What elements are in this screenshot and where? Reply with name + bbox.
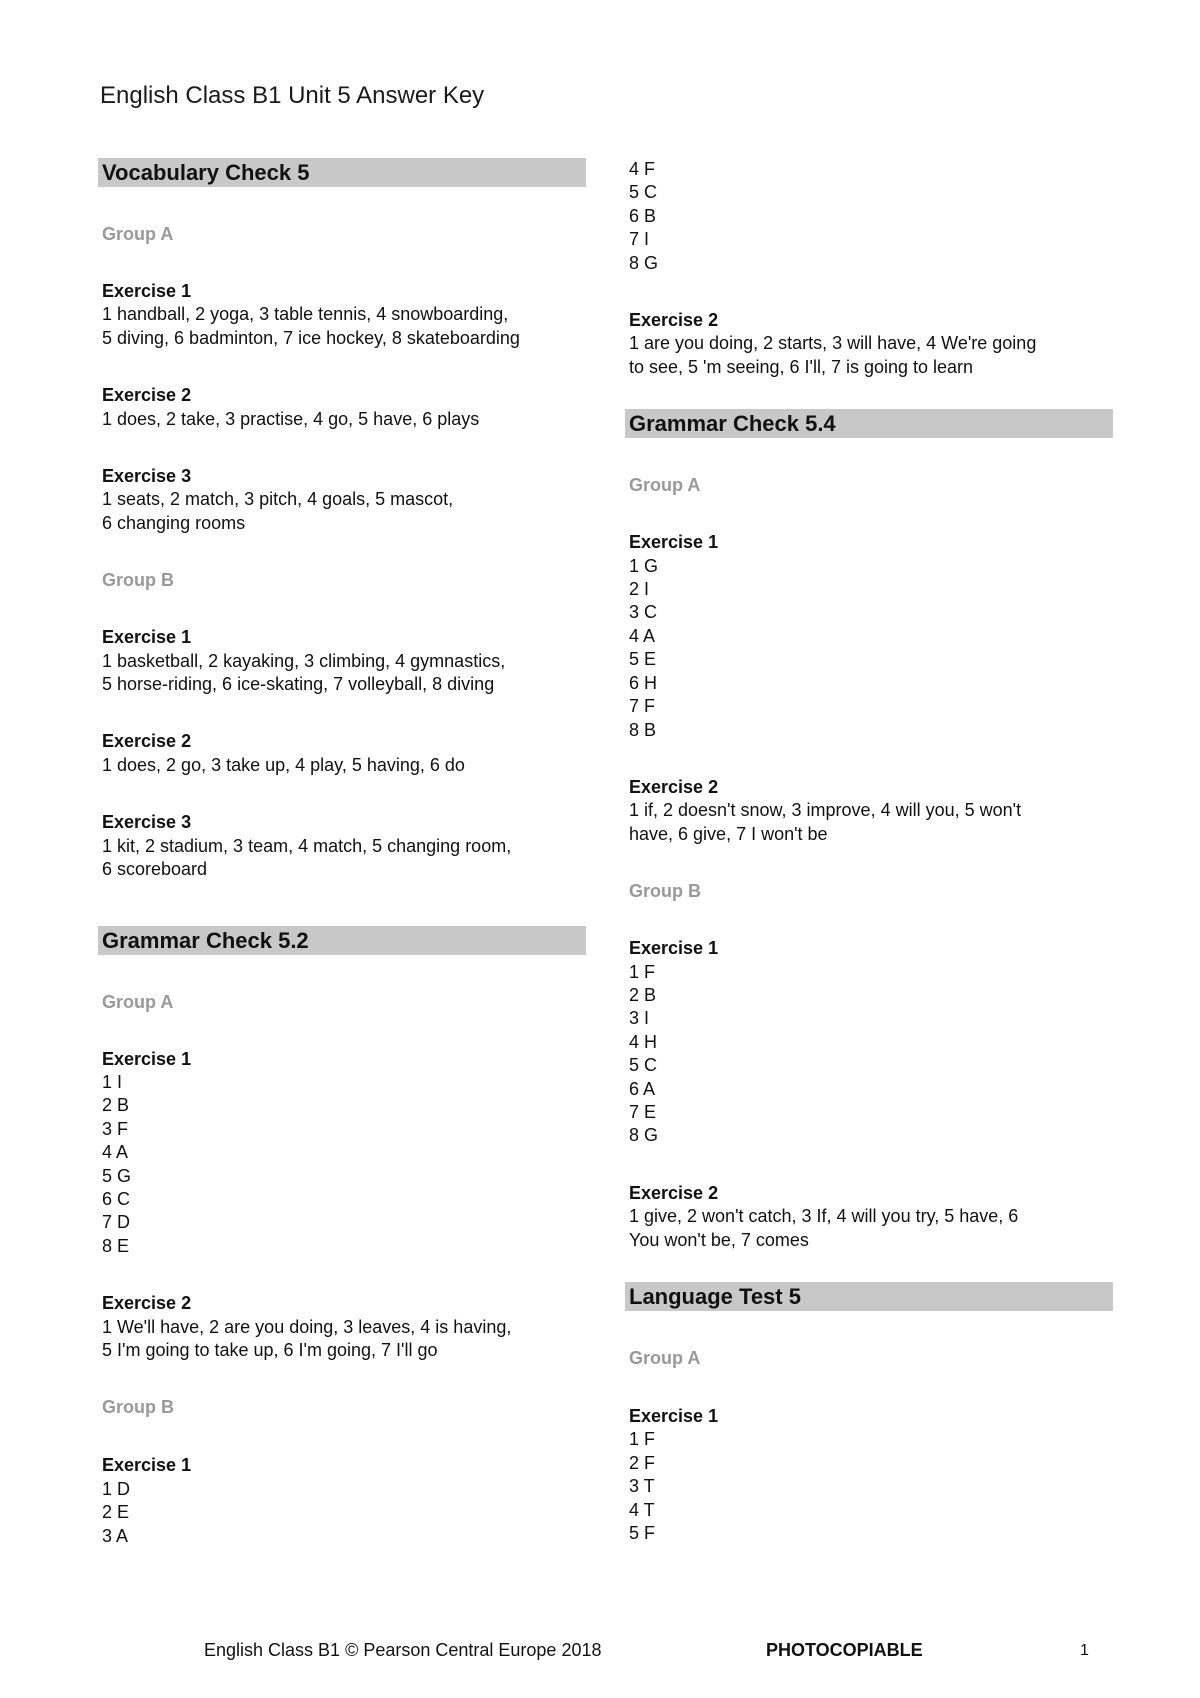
section-heading: Vocabulary Check 5 <box>98 158 586 187</box>
answer-line: 3 T <box>629 1476 655 1497</box>
answer-line: 2 B <box>102 1095 130 1116</box>
answer-line: 1 F <box>629 961 656 982</box>
answer-line: 1 basketball, 2 kayaking, 3 climbing, 4 gymnastics, <box>102 650 506 671</box>
exercise-title: Exercise 1 <box>102 1048 192 1069</box>
answer-line: 7 E <box>629 1101 657 1122</box>
exercise-block <box>625 776 1113 846</box>
answer-lines <box>625 1428 1113 1545</box>
answer-line: 5 C <box>629 1055 658 1076</box>
exercise-block <box>98 1292 586 1362</box>
answer-line: 4 F <box>629 159 656 179</box>
exercise-block <box>98 384 586 431</box>
exercise-title: Exercise 2 <box>629 776 719 797</box>
group-label: Group B <box>629 881 701 902</box>
answer-line: 8 B <box>629 719 657 740</box>
section-heading: Grammar Check 5.4 <box>625 409 1113 438</box>
exercise-title: Exercise 3 <box>102 466 192 487</box>
footer-photocopiable: PHOTOCOPIABLE <box>766 1640 923 1660</box>
answer-line: 1 are you doing, 2 starts, 3 will have, 4 We're going <box>629 333 1037 354</box>
answer-line: have, 6 give, 7 I won't be <box>629 823 828 844</box>
exercise-title: Exercise 2 <box>102 1293 192 1314</box>
exercise-title: Exercise 1 <box>629 532 719 553</box>
answer-lines <box>98 303 586 350</box>
answer-line: to see, 5 'm seeing, 6 I'll, 7 is going to learn <box>629 356 974 377</box>
exercise-block <box>625 937 1113 1148</box>
answer-lines <box>625 555 1113 742</box>
answer-line: 1 I <box>102 1071 123 1092</box>
answer-line: 4 T <box>629 1499 655 1520</box>
answer-line: 1 D <box>102 1478 131 1499</box>
answer-line: 4 A <box>102 1142 129 1163</box>
answer-lines <box>98 650 586 697</box>
answer-line: 1 seats, 2 match, 3 pitch, 4 goals, 5 mascot, <box>102 489 454 510</box>
exercise-title: Exercise 2 <box>629 1182 719 1203</box>
group-label: Group A <box>629 1348 701 1368</box>
answer-line: 6 B <box>629 205 657 226</box>
answer-line: 1 does, 2 take, 3 practise, 4 go, 5 have, 6 plays <box>102 408 480 429</box>
answer-line: 1 if, 2 doesn't snow, 3 improve, 4 will you, 5 won't <box>629 800 1022 821</box>
answer-line: 7 I <box>629 229 650 250</box>
exercise-block <box>98 811 586 881</box>
answer-line: 6 H <box>629 672 658 693</box>
answer-line: 2 I <box>629 579 650 600</box>
footer-copyright: English Class B1 © Pearson Central Europe 2018 <box>204 1640 602 1660</box>
group-label: Group B <box>102 570 174 591</box>
exercise-title: Exercise 1 <box>102 281 192 301</box>
exercise-title: Exercise 2 <box>102 385 192 406</box>
exercise-block <box>98 1048 586 1259</box>
exercise-block <box>98 1454 586 1548</box>
answer-line: 5 I'm going to take up, 6 I'm going, 7 I'll go <box>102 1339 438 1360</box>
answer-lines <box>98 1316 586 1363</box>
answer-line: 1 does, 2 go, 3 take up, 4 play, 5 having, 6 do <box>102 754 465 775</box>
document-title: English Class B1 Unit 5 Answer Key <box>100 82 485 109</box>
answer-line: 1 kit, 2 stadium, 3 team, 4 match, 5 changing room, <box>102 835 512 856</box>
exercise-block <box>98 280 586 350</box>
answer-lines <box>98 488 586 535</box>
exercise-block <box>98 465 586 535</box>
answer-line: You won't be, 7 comes <box>629 1229 809 1250</box>
answer-lines <box>625 158 1113 275</box>
group-label: Group B <box>102 1397 174 1418</box>
answer-line: 4 H <box>629 1031 658 1052</box>
exercise-block <box>625 309 1113 379</box>
answer-line: 7 D <box>102 1212 131 1233</box>
answer-lines <box>625 1205 1113 1252</box>
answer-line: 6 scoreboard <box>102 859 208 880</box>
answer-line: 3 C <box>629 602 658 623</box>
answer-lines <box>98 408 586 431</box>
exercise-title: Exercise 1 <box>102 1455 192 1476</box>
answer-line: 3 I <box>629 1008 650 1029</box>
left-column <box>98 158 586 1548</box>
answer-line: 8 G <box>629 1125 659 1146</box>
exercise-block <box>625 531 1113 742</box>
answer-line: 6 A <box>629 1078 656 1099</box>
group-label: Group A <box>629 475 701 496</box>
answer-line: 5 F <box>629 1523 656 1544</box>
section-heading: Language Test 5 <box>625 1282 1113 1311</box>
answer-lines <box>98 835 586 882</box>
answer-line: 2 B <box>629 984 657 1005</box>
answer-line: 7 F <box>629 696 656 717</box>
answer-line: 5 G <box>102 1165 132 1186</box>
answer-lines <box>98 754 586 777</box>
exercise-title: Exercise 1 <box>629 938 719 959</box>
answer-line: 5 horse-riding, 6 ice-skating, 7 volleyball, 8 diving <box>102 674 495 695</box>
answer-line: 1 give, 2 won't catch, 3 If, 4 will you try, 5 have, 6 <box>629 1206 1019 1227</box>
answer-line: 3 F <box>102 1118 129 1139</box>
right-column <box>625 158 1113 1545</box>
exercise-title: Exercise 1 <box>102 627 192 648</box>
answer-line: 5 C <box>629 182 658 203</box>
group-label: Group A <box>102 224 174 244</box>
answer-line: 1 We'll have, 2 are you doing, 3 leaves, 4 is having, <box>102 1316 512 1337</box>
exercise-block <box>98 626 586 696</box>
answer-line: 3 A <box>102 1525 129 1546</box>
answer-lines <box>625 332 1113 379</box>
answer-lines <box>98 1478 586 1548</box>
answer-line: 5 E <box>629 649 657 670</box>
answer-line: 1 G <box>629 555 659 576</box>
answer-lines <box>625 961 1113 1148</box>
exercise-block <box>625 1182 1113 1252</box>
section-heading: Grammar Check 5.2 <box>98 926 586 955</box>
answer-line: 6 C <box>102 1188 131 1209</box>
answer-line: 8 G <box>629 252 659 273</box>
exercise-title: Exercise 3 <box>102 812 192 833</box>
exercise-title: Exercise 1 <box>629 1406 719 1426</box>
answer-lines <box>98 1071 586 1258</box>
answer-line: 6 changing rooms <box>102 512 246 533</box>
answer-line: 2 E <box>102 1502 130 1523</box>
exercise-block <box>625 1405 1113 1545</box>
page-number: 1 <box>1080 1642 1089 1659</box>
answer-line: 8 E <box>102 1235 130 1256</box>
exercise-title: Exercise 2 <box>629 310 719 331</box>
group-label: Group A <box>102 991 174 1012</box>
answer-line: 1 F <box>629 1429 656 1450</box>
answer-line: 4 A <box>629 625 656 646</box>
answer-line: 2 F <box>629 1452 656 1473</box>
answer-line: 5 diving, 6 badminton, 7 ice hockey, 8 skateboarding <box>102 327 520 348</box>
exercise-title: Exercise 2 <box>102 731 192 752</box>
answer-lines <box>625 799 1113 846</box>
exercise-block <box>98 730 586 777</box>
answer-line: 1 handball, 2 yoga, 3 table tennis, 4 snowboarding, <box>102 304 509 325</box>
